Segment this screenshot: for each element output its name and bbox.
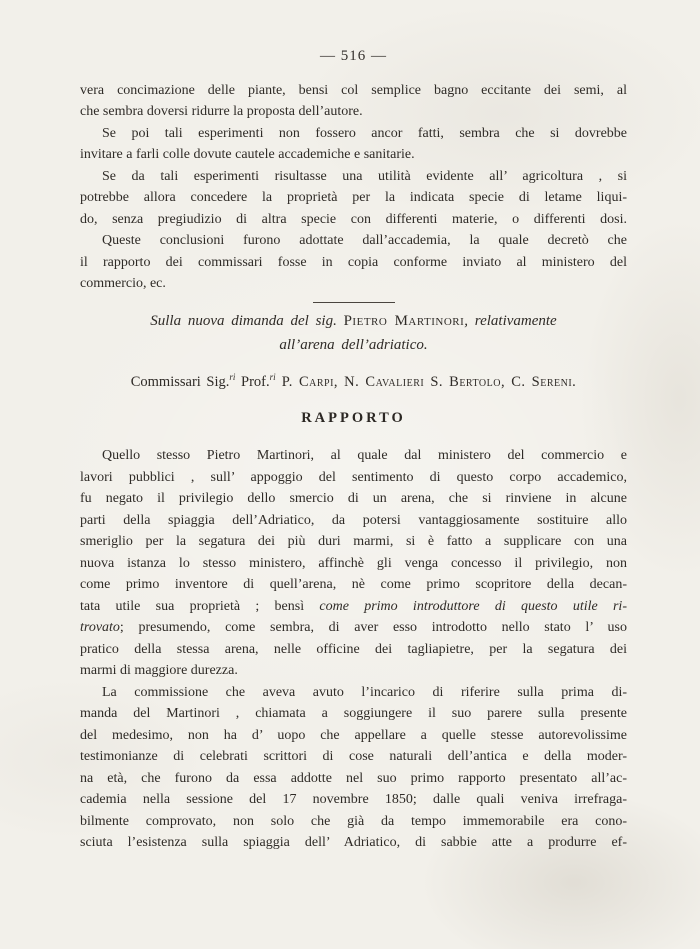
- heading-text-post: , relativamente: [464, 312, 557, 329]
- text-line: Se da tali esperimenti risultasse una utilità evidente all’ agricoltura , si: [102, 168, 627, 184]
- heading-line-1: [80, 309, 627, 333]
- text-line: potrebbe allora concedere la proprietà per la indicata specie di letame liqui-: [80, 190, 627, 205]
- text-segment: trovato: [80, 620, 120, 636]
- commissari-superscript: ri: [229, 371, 236, 382]
- heading-person-name: Pietro Martinori: [343, 312, 465, 329]
- commissari-superscript: ri: [269, 371, 276, 382]
- text-line: La commissione che aveva avuto l’incarico di riferire sulla prima di-: [102, 684, 627, 700]
- heading-text-pre: Sulla nuova dimanda del sig.: [150, 312, 344, 329]
- intro-paragraphs: [80, 80, 627, 295]
- text-line: sciuta l’esistenza sulla spiaggia dell’ Adriatico, di sabbie atte a produrre ef-: [80, 835, 627, 851]
- text-line: parti della spiaggia dell’Adriatico, da potersi vantaggiosamente sostituire allo: [80, 512, 627, 528]
- text-segment: come primo introduttore di questo utile ri-: [319, 598, 627, 614]
- text-line: vera concimazione delle piante, bensi col semplice bagno eccitante dei semi, al: [80, 82, 627, 98]
- text-line: lavori pubblici , sull’ appoggio del sentimento di questo corpo accademico,: [80, 469, 627, 485]
- heading-line-2: all’arena dell’adriatico.: [279, 336, 428, 353]
- text-line: smeriglio per la segatura dei più duri marmi, si è fatto a supplicare con una: [80, 534, 627, 550]
- text-line: bilmente comprovato, non solo che già da tempo immemorabile era cono-: [80, 813, 627, 829]
- text-line: il rapporto dei commissari fosse in copia conforme inviato al ministero del: [80, 254, 627, 270]
- text-line: commercio, ec.: [80, 276, 166, 291]
- text-line: invitare a farli colle dovute cautele accademiche e sanitarie.: [80, 147, 415, 162]
- report-title: RAPPORTO: [301, 409, 406, 426]
- text-line: Quello stesso Pietro Martinori, al quale dal ministero del commercio e: [102, 448, 627, 464]
- text-line: nuova istanza lo stesso ministero, affinchè gli venga concesso il privilegio, non: [80, 555, 627, 571]
- text-segment: ; presumendo, come sembra, di aver esso introdotto nello stato l’ uso: [119, 620, 627, 636]
- text-line: pratico della stessa arena, nelle officine dei tagliapietre, per la segatura dei: [80, 641, 627, 657]
- text-line: Queste conclusioni furono adottate dall’accademia, la quale decretò che: [102, 233, 627, 248]
- text-line: cademia nella sessione del 17 novembre 1850; dalle quali veniva irrefraga-: [80, 792, 627, 808]
- text-segment: tata utile sua proprietà ; bensì: [80, 598, 320, 614]
- text-line: che sembra doversi ridurre la proposta dell’autore.: [80, 104, 363, 119]
- text-line: del medesimo, non ha d’ uopo che appellare a quelle stesse autorevolissime: [80, 727, 627, 743]
- text-line: Se poi tali esperimenti non fossero ancor fatti, sembra che si dovrebbe: [102, 125, 627, 141]
- section-heading: [80, 309, 627, 357]
- commissari-names: P. Carpi, N. Cavalieri S. Bertolo, C. Sereni.: [275, 373, 577, 390]
- commissari-line: [80, 367, 627, 393]
- page-number: — 516 —: [320, 48, 387, 64]
- report-paragraphs: [80, 445, 627, 854]
- text-line: na età, che furono da essa addotte nel suo primo rapporto presentato all’ac-: [80, 770, 627, 786]
- text-line: manda del Martinori , chiamata a soggiungere il suo parere sulla presente: [80, 706, 627, 722]
- text-block: [80, 46, 627, 854]
- text-line: fu negato il privilegio dello smercio di un arena, che si rinviene in alcune: [80, 491, 627, 507]
- text-line: [80, 596, 627, 618]
- text-line: marmi di maggiore durezza.: [80, 663, 238, 679]
- section-divider: [313, 302, 395, 303]
- text-line: testimonianze di celebrati scrittori di cose naturali dell’antica e della moder-: [80, 749, 627, 765]
- commissari-label: Commissari Sig.: [130, 373, 230, 390]
- commissari-mid: Prof.: [235, 373, 270, 390]
- text-line: [80, 617, 627, 639]
- text-line: come primo inventore di quell’arena, nè come primo scopritore della decan-: [80, 577, 627, 593]
- text-line: do, senza pregiudizio di altra specie con differenti materie, o differenti dosi.: [80, 211, 627, 227]
